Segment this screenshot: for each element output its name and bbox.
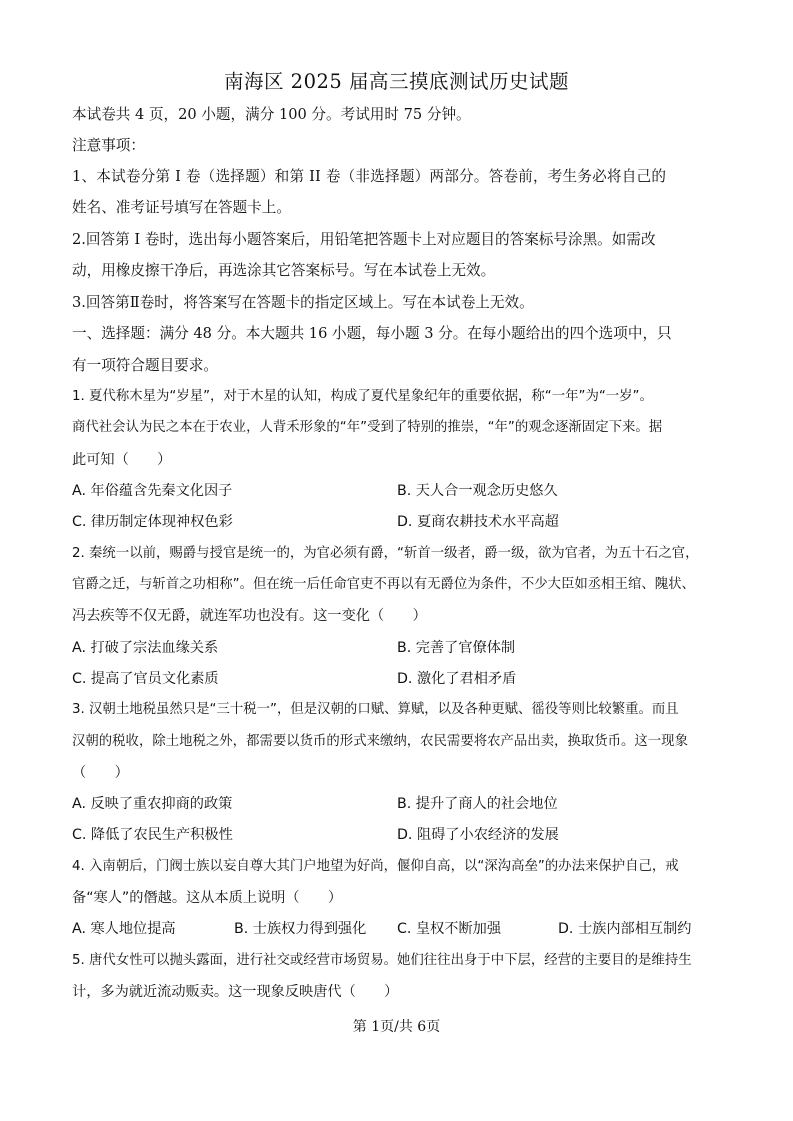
question-1-line-1: 1. 夏代称木星为“岁星”，对于木星的认知，构成了夏代星象纪年的重要依据，称“一年”为“一岁”。 (72, 389, 653, 404)
question-1-line-2: 商代社会认为民之本在于农业，人背禾形象的“年”受到了特别的推崇，“年”的观念逐渐固定下来。据 (72, 420, 663, 435)
question-2-line-3: 冯去疾等不仅无爵，就连军功也没有。这一变化（ ） (72, 608, 427, 624)
question-3-option-a: A. 反映了重农抑商的政策 (72, 796, 233, 812)
question-2-option-c: C. 提高了官员文化素质 (72, 671, 219, 687)
question-3-line-1: 3. 汉朝土地税虽然只是“三十税一”，但是汉朝的口赋、算赋，以及各种更赋、徭役等则比较繁重。而且 (72, 702, 679, 717)
intro-text: 本试卷共 4 页，20 小题，满分 100 分。考试用时 75 分钟。 (72, 106, 471, 123)
question-1-line-3: 此可知（ ） (72, 452, 172, 468)
question-3-line-3: （ ） (72, 765, 129, 781)
section-1-line-1: 一、选择题：满分 48 分。本大题共 16 小题，每小题 3 分。在每小题给出的四个选项中，只 (72, 325, 672, 342)
question-2-line-2: 官爵之迁，与斩首之功相称”。但在统一后任命官吏不再以有无爵位为条件，不少大臣如丞相王绾、隗状、 (72, 577, 695, 592)
question-5-line-2: 计，多为就近流动贩卖。这一现象反映唐代（ ） (72, 984, 399, 1000)
question-2-option-d: D. 激化了君相矛盾 (397, 671, 517, 687)
question-3-option-b: B. 提升了商人的社会地位 (397, 796, 558, 812)
question-3-option-d: D. 阻碍了小农经济的发展 (397, 827, 559, 843)
question-3-option-c: C. 降低了农民生产积极性 (72, 827, 233, 843)
question-4-option-d: D. 士族内部相互制约 (558, 921, 692, 937)
notice-3-line-1: 3.回答第Ⅱ卷时，将答案写在答题卡的指定区域上。写在本试卷上无效。 (72, 294, 534, 311)
notice-1-line-1: 1、本试卷分第 I 卷（选择题）和第 II 卷（非选择题）两部分。答卷前，考生务必将自己的 (72, 168, 667, 185)
question-2-line-1: 2. 秦统一以前，赐爵与授官是统一的，为官必须有爵，“斩首一级者，爵一级，欲为官者，为五十石之官， (72, 546, 699, 561)
question-4-option-b: B. 士族权力得到强化 (234, 921, 367, 937)
question-1-option-d: D. 夏商农耕技术水平高超 (397, 514, 559, 530)
question-2-option-b: B. 完善了官僚体制 (397, 640, 516, 656)
question-1-option-c: C. 律历制定体现神权色彩 (72, 514, 233, 530)
exam-title: 南海区 2025 届高三摸底测试历史试题 (223, 70, 570, 93)
question-1-option-b: B. 天人合一观念历史悠久 (397, 483, 558, 499)
question-4-line-1: 4. 入南朝后，门阀士族以妄自尊大其门户地望为好尚，偃仰自高，以“深沟高垒”的办法来保护自己，戒 (72, 859, 679, 874)
page-footer: 第 1页/共 6页 (352, 1019, 441, 1035)
question-3-line-2: 汉朝的税收，除土地税之外，都需要以货币的形式来缴纳，农民需要将农产品出卖，换取货币。这一现象 (72, 734, 688, 749)
section-1-line-2: 有一项符合题目要求。 (72, 357, 218, 374)
notice-2-line-1: 2.回答第 I 卷时，选出每小题答案后，用铅笔把答题卡上对应题目的答案标号涂黑。如需改 (72, 231, 656, 248)
question-4-option-c: C. 皇权不断加强 (397, 921, 502, 937)
question-5-line-1: 5. 唐代女性可以抛头露面，进行社交或经营市场贸易。她们往往出身于中下层，经营的主要目的是维持生 (72, 953, 692, 968)
question-1-option-a: A. 年俗蕴含先秦文化因子 (72, 483, 233, 499)
notice-heading: 注意事项： (72, 137, 145, 154)
question-2-option-a: A. 打破了宗法血缘关系 (72, 640, 219, 656)
notice-2-line-2: 动，用橡皮擦干净后，再选涂其它答案标号。写在本试卷上无效。 (72, 262, 496, 279)
notice-1-line-2: 姓名、准考证号填写在答题卡上。 (72, 199, 291, 216)
question-4-option-a: A. 寒人地位提高 (72, 921, 176, 937)
question-4-line-2: 备“寒人”的僭越。这从本质上说明（ ） (72, 890, 343, 906)
